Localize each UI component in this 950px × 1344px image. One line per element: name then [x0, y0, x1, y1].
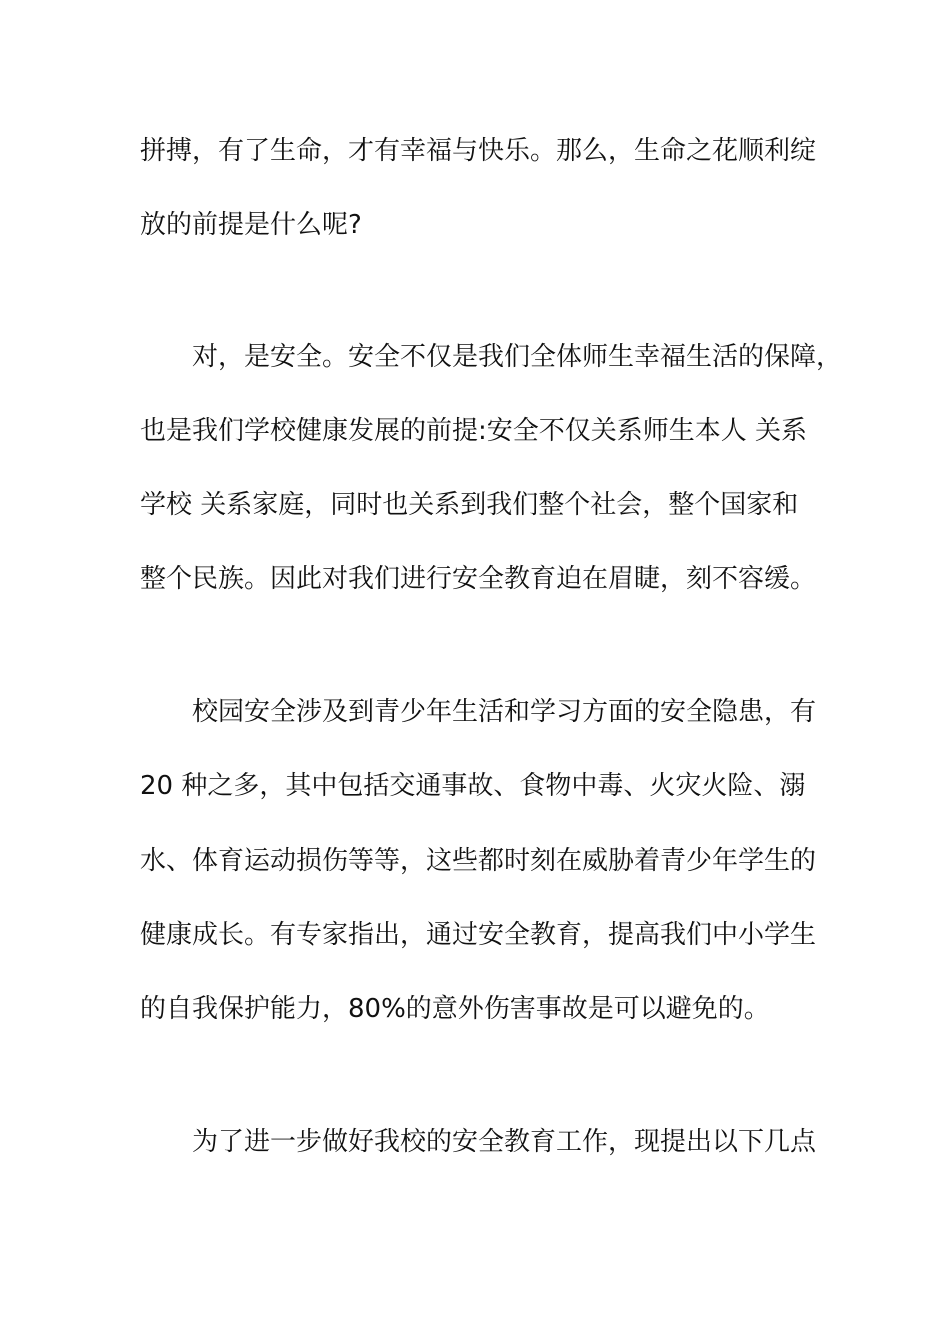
paragraph-3-line-2: 20 种之多，其中包括交通事故、食物中毒、火灾火险、溺 [140, 771, 806, 801]
paragraph-2-line-2: 也是我们学校健康发展的前提:安全不仅关系师生本人 关系 [140, 416, 808, 446]
paragraph-3-line-4: 健康成长。有专家指出，通过安全教育，提高我们中小学生 [140, 920, 817, 950]
paragraph-3-line-1: 校园安全涉及到青少年生活和学习方面的安全隐患，有 [140, 697, 817, 727]
paragraph-3-line-3: 水、体育运动损伤等等，这些都时刻在威胁着青少年学生的 [140, 846, 817, 876]
paragraph-2-line-4: 整个民族。因此对我们进行安全教育迫在眉睫，刻不容缓。 [140, 564, 817, 594]
paragraph-1-line-1: 拼搏，有了生命，才有幸福与快乐。那么，生命之花顺利绽 [140, 136, 817, 166]
paragraph-2-line-3: 学校 关系家庭，同时也关系到我们整个社会，整个国家和 [140, 490, 799, 520]
paragraph-3-line-5: 的自我保护能力，80%的意外伤害事故是可以避免的。 [140, 994, 770, 1024]
paragraph-1-line-2: 放的前提是什么呢? [140, 210, 362, 240]
paragraph-4-line-1: 为了进一步做好我校的安全教育工作，现提出以下几点 [140, 1127, 817, 1157]
paragraph-2-line-1: 对，是安全。安全不仅是我们全体师生幸福生活的保障， [140, 342, 843, 372]
